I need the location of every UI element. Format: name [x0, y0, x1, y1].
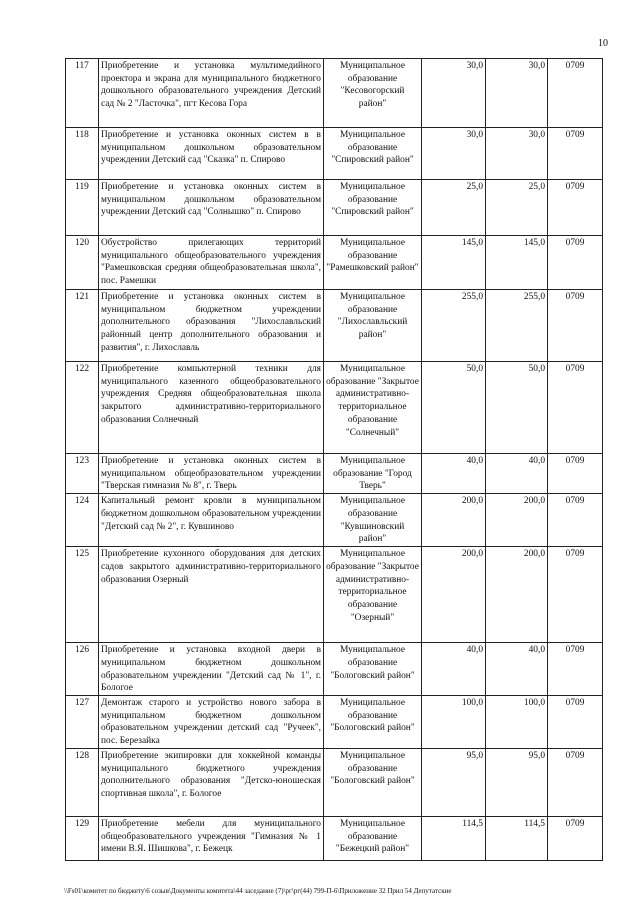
- row-recipient: Муниципальное образование "Кесовогорский район": [324, 59, 422, 128]
- row-description: Приобретение и установка оконных систем в муниципальном общеобразовательном учреждении "Тверская гимназия № 8", г. Тверь: [99, 454, 324, 494]
- row-amount-1: 40,0: [422, 643, 486, 696]
- row-description: Приобретение и установка оконных систем в в муниципальном дошкольном образовательном учреждении Детский сад "Сказка" п. Спирово: [99, 128, 324, 180]
- table-row: [66, 547, 603, 643]
- row-section-code: 0709: [548, 695, 603, 748]
- file-path-footer: \\Fs01\комитет по бюджету\6 созыв\Документы комитета\44 заседание (7)\рг\рг(44) 799-П-6\Приложение 32 Прил 54 Депутатские: [64, 887, 452, 895]
- row-description: Приобретение и установка оконных систем в муниципальном дошкольном образовательном учреждении Детский сад "Солнышко" п. Спирово: [99, 180, 324, 236]
- row-recipient: Муниципальное образование "Бежецкий район": [324, 816, 422, 860]
- row-section-code: 0709: [548, 180, 603, 236]
- row-section-code: 0709: [548, 547, 603, 643]
- row-section-code: 0709: [548, 494, 603, 547]
- row-amount-2: 255,0: [486, 290, 548, 362]
- row-description: Приобретение и установка мультимедийного проектора и экрана для муниципального бюджетного дошкольного образовательного учреждения Детский сад № 2 "Ласточка", пгт Кесова Гора: [99, 59, 324, 128]
- row-amount-1: 114,5: [422, 816, 486, 860]
- row-amount-2: 114,5: [486, 816, 548, 860]
- row-section-code: 0709: [548, 128, 603, 180]
- table-row: [66, 695, 603, 748]
- row-number: 122: [66, 362, 99, 454]
- row-description: Приобретение кухонного оборудования для детских садов закрытого административно-территориального образования Озерный: [99, 547, 324, 643]
- row-recipient: Муниципальное образование "Закрытое административно-территориальное образование "Озерный": [324, 547, 422, 643]
- row-recipient: Муниципальное образование "Бологовский район": [324, 695, 422, 748]
- row-number: 125: [66, 547, 99, 643]
- row-amount-1: 25,0: [422, 180, 486, 236]
- table-row: [66, 643, 603, 696]
- row-number: 121: [66, 290, 99, 362]
- row-amount-2: 95,0: [486, 748, 548, 816]
- row-recipient: Муниципальное образование "Закрытое административно-территориальное образование "Солнечный": [324, 362, 422, 454]
- row-section-code: 0709: [548, 454, 603, 494]
- row-recipient: Муниципальное образование "Лихославльский район": [324, 290, 422, 362]
- row-amount-2: 25,0: [486, 180, 548, 236]
- row-amount-2: 200,0: [486, 494, 548, 547]
- row-description: Капитальный ремонт кровли в муниципальном бюджетном дошкольном образовательном учреждении "Детский сад № 2", г. Кувшиново: [99, 494, 324, 547]
- table-row: [66, 748, 603, 816]
- row-section-code: 0709: [548, 748, 603, 816]
- row-section-code: 0709: [548, 236, 603, 290]
- row-number: 126: [66, 643, 99, 696]
- row-amount-1: 255,0: [422, 290, 486, 362]
- row-section-code: 0709: [548, 816, 603, 860]
- table-row: [66, 290, 603, 362]
- table-row: [66, 180, 603, 236]
- row-section-code: 0709: [548, 643, 603, 696]
- row-recipient: Муниципальное образование "Кувшиновский район": [324, 494, 422, 547]
- row-number: 127: [66, 695, 99, 748]
- row-amount-1: 50,0: [422, 362, 486, 454]
- row-description: Приобретение и установка оконных систем в муниципальном бюджетном учреждении дополнительного образования "Лихославльский районный центр дополнительного образования и развития", г. Лихославль: [99, 290, 324, 362]
- table-body: [66, 59, 603, 861]
- row-recipient: Муниципальное образование "Спировский район": [324, 128, 422, 180]
- table-row: [66, 454, 603, 494]
- row-description: Демонтаж старого и устройство нового забора в муниципальном бюджетном дошкольном образовательном учреждении детский сад "Ручеек", пос. Березайка: [99, 695, 324, 748]
- row-recipient: Муниципальное образование "Рамешковский район": [324, 236, 422, 290]
- row-amount-2: 145,0: [486, 236, 548, 290]
- row-amount-2: 100,0: [486, 695, 548, 748]
- row-section-code: 0709: [548, 362, 603, 454]
- row-number: 129: [66, 816, 99, 860]
- row-amount-2: 30,0: [486, 128, 548, 180]
- row-amount-2: 50,0: [486, 362, 548, 454]
- row-description: Приобретение компьютерной техники для муниципального казенного общеобразовательного учреждения Средняя общеобразовательная школа закрытого административно-территориального образования Солнечный: [99, 362, 324, 454]
- row-description: Обустройство прилегающих территорий муниципального общеобразовательного учреждения "Рамешковская средняя общеобразовательная школа", пос. Рамешки: [99, 236, 324, 290]
- row-number: 118: [66, 128, 99, 180]
- table-row: [66, 362, 603, 454]
- row-section-code: 0709: [548, 59, 603, 128]
- row-amount-1: 95,0: [422, 748, 486, 816]
- row-amount-2: 200,0: [486, 547, 548, 643]
- table-row: [66, 236, 603, 290]
- row-amount-1: 145,0: [422, 236, 486, 290]
- table-row: [66, 494, 603, 547]
- row-amount-1: 40,0: [422, 454, 486, 494]
- row-recipient: Муниципальное образование "Город Тверь": [324, 454, 422, 494]
- row-description: Приобретение мебели для муниципального общеобразовательного учреждения "Гимназия № 1 имени В.Я. Шишкова", г. Бежецк: [99, 816, 324, 860]
- row-recipient: Муниципальное образование "Бологовский район": [324, 748, 422, 816]
- row-amount-1: 30,0: [422, 59, 486, 128]
- row-amount-1: 100,0: [422, 695, 486, 748]
- row-amount-2: 30,0: [486, 59, 548, 128]
- table-row: [66, 128, 603, 180]
- table-row: [66, 816, 603, 860]
- row-section-code: 0709: [548, 290, 603, 362]
- row-recipient: Муниципальное образование "Спировский район": [324, 180, 422, 236]
- table-row: [66, 59, 603, 128]
- row-number: 123: [66, 454, 99, 494]
- row-amount-1: 200,0: [422, 547, 486, 643]
- row-amount-2: 40,0: [486, 454, 548, 494]
- row-number: 117: [66, 59, 99, 128]
- row-number: 119: [66, 180, 99, 236]
- row-amount-1: 200,0: [422, 494, 486, 547]
- row-number: 120: [66, 236, 99, 290]
- row-recipient: Муниципальное образование "Бологовский район": [324, 643, 422, 696]
- row-number: 124: [66, 494, 99, 547]
- row-amount-2: 40,0: [486, 643, 548, 696]
- allocation-table: [65, 58, 603, 861]
- page-number: 10: [598, 38, 608, 49]
- row-number: 128: [66, 748, 99, 816]
- row-description: Приобретение и установка входной двери в муниципальном бюджетном дошкольном образовательном учреждении "Детский сад № 1", г. Бологое: [99, 643, 324, 696]
- row-amount-1: 30,0: [422, 128, 486, 180]
- row-description: Приобретение экипировки для хоккейной команды муниципального бюджетного учреждения дополнительного образования "Детско-юношеская спортивная школа", г. Бологое: [99, 748, 324, 816]
